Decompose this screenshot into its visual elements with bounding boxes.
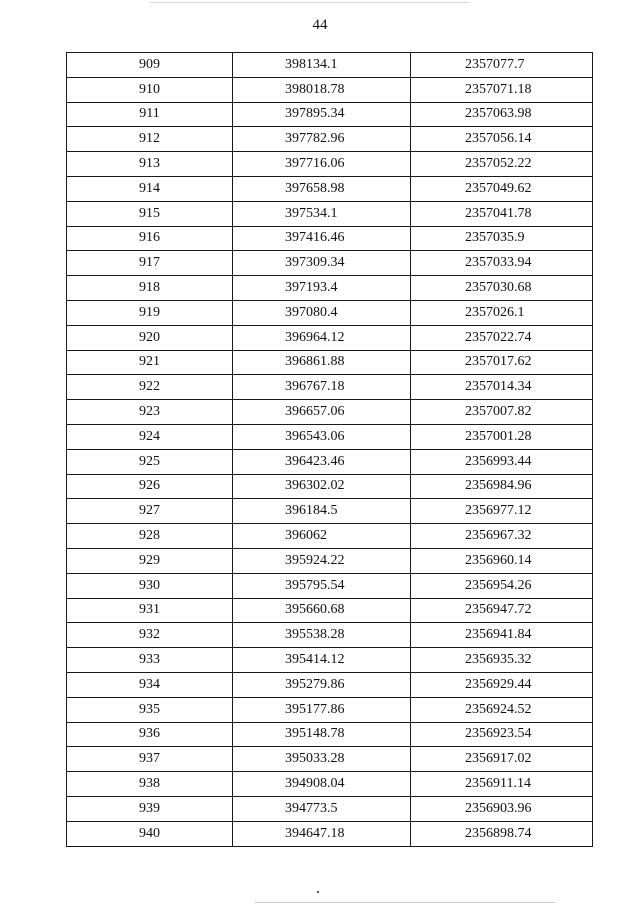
point-number-cell: 911: [67, 102, 233, 127]
x-coordinate-cell: 397309.34: [233, 251, 411, 276]
table-row: [67, 325, 593, 350]
x-coordinate-cell: 398018.78: [233, 77, 411, 102]
point-number-cell: 922: [67, 375, 233, 400]
x-coordinate-cell: 397716.06: [233, 152, 411, 177]
y-coordinate-cell: 2356947.72: [411, 598, 593, 623]
point-number-cell: 920: [67, 325, 233, 350]
table-row: [67, 251, 593, 276]
table-row: [67, 499, 593, 524]
point-number-cell: 916: [67, 226, 233, 251]
x-coordinate-cell: 394647.18: [233, 821, 411, 846]
y-coordinate-cell: 2357007.82: [411, 400, 593, 425]
y-coordinate-cell: 2356960.14: [411, 548, 593, 573]
x-coordinate-cell: 396964.12: [233, 325, 411, 350]
x-coordinate-cell: 395148.78: [233, 722, 411, 747]
y-coordinate-cell: 2357014.34: [411, 375, 593, 400]
x-coordinate-cell: 397658.98: [233, 176, 411, 201]
y-coordinate-cell: 2356911.14: [411, 772, 593, 797]
x-coordinate-cell: 396543.06: [233, 424, 411, 449]
point-number-cell: 914: [67, 176, 233, 201]
y-coordinate-cell: 2356898.74: [411, 821, 593, 846]
table-row: [67, 102, 593, 127]
coordinates-table-body: [67, 53, 593, 847]
table-row: [67, 449, 593, 474]
table-row: [67, 400, 593, 425]
x-coordinate-cell: 396861.88: [233, 350, 411, 375]
table-row: [67, 772, 593, 797]
point-number-cell: 915: [67, 201, 233, 226]
y-coordinate-cell: 2356917.02: [411, 747, 593, 772]
y-coordinate-cell: 2357052.22: [411, 152, 593, 177]
y-coordinate-cell: 2356929.44: [411, 672, 593, 697]
point-number-cell: 933: [67, 648, 233, 673]
table-row: [67, 176, 593, 201]
table-row: [67, 697, 593, 722]
point-number-cell: 925: [67, 449, 233, 474]
x-coordinate-cell: 395033.28: [233, 747, 411, 772]
y-coordinate-cell: 2357041.78: [411, 201, 593, 226]
point-number-cell: 926: [67, 474, 233, 499]
table-row: [67, 226, 593, 251]
y-coordinate-cell: 2356903.96: [411, 796, 593, 821]
point-number-cell: 934: [67, 672, 233, 697]
table-row: [67, 375, 593, 400]
table-row: [67, 350, 593, 375]
point-number-cell: 932: [67, 623, 233, 648]
y-coordinate-cell: 2357077.7: [411, 53, 593, 78]
x-coordinate-cell: 395177.86: [233, 697, 411, 722]
table-row: [67, 53, 593, 78]
scan-speck: [317, 891, 319, 893]
y-coordinate-cell: 2357063.98: [411, 102, 593, 127]
x-coordinate-cell: 396062: [233, 524, 411, 549]
point-number-cell: 929: [67, 548, 233, 573]
point-number-cell: 921: [67, 350, 233, 375]
x-coordinate-cell: 397416.46: [233, 226, 411, 251]
y-coordinate-cell: 2356977.12: [411, 499, 593, 524]
point-number-cell: 931: [67, 598, 233, 623]
table-row: [67, 524, 593, 549]
page-number: 44: [312, 17, 328, 33]
x-coordinate-cell: 395414.12: [233, 648, 411, 673]
x-coordinate-cell: 397193.4: [233, 276, 411, 301]
y-coordinate-cell: 2356984.96: [411, 474, 593, 499]
x-coordinate-cell: 395660.68: [233, 598, 411, 623]
table-row: [67, 821, 593, 846]
point-number-cell: 930: [67, 573, 233, 598]
table-row: [67, 276, 593, 301]
y-coordinate-cell: 2357030.68: [411, 276, 593, 301]
table-row: [67, 722, 593, 747]
table-row: [67, 300, 593, 325]
x-coordinate-cell: 394773.5: [233, 796, 411, 821]
y-coordinate-cell: 2356993.44: [411, 449, 593, 474]
x-coordinate-cell: 395279.86: [233, 672, 411, 697]
y-coordinate-cell: 2356924.52: [411, 697, 593, 722]
point-number-cell: 938: [67, 772, 233, 797]
table-row: [67, 672, 593, 697]
y-coordinate-cell: 2356954.26: [411, 573, 593, 598]
x-coordinate-cell: 397534.1: [233, 201, 411, 226]
top-scan-line: [150, 2, 470, 3]
point-number-cell: 909: [67, 53, 233, 78]
table-row: [67, 424, 593, 449]
point-number-cell: 923: [67, 400, 233, 425]
y-coordinate-cell: 2357071.18: [411, 77, 593, 102]
y-coordinate-cell: 2357022.74: [411, 325, 593, 350]
table-row: [67, 474, 593, 499]
x-coordinate-cell: 396657.06: [233, 400, 411, 425]
x-coordinate-cell: 397895.34: [233, 102, 411, 127]
point-number-cell: 936: [67, 722, 233, 747]
point-number-cell: 927: [67, 499, 233, 524]
table-row: [67, 623, 593, 648]
y-coordinate-cell: 2357049.62: [411, 176, 593, 201]
x-coordinate-cell: 395538.28: [233, 623, 411, 648]
x-coordinate-cell: 396184.5: [233, 499, 411, 524]
point-number-cell: 917: [67, 251, 233, 276]
y-coordinate-cell: 2356967.32: [411, 524, 593, 549]
x-coordinate-cell: 397782.96: [233, 127, 411, 152]
y-coordinate-cell: 2357026.1: [411, 300, 593, 325]
x-coordinate-cell: 396302.02: [233, 474, 411, 499]
point-number-cell: 913: [67, 152, 233, 177]
y-coordinate-cell: 2356941.84: [411, 623, 593, 648]
point-number-cell: 935: [67, 697, 233, 722]
x-coordinate-cell: 395924.22: [233, 548, 411, 573]
point-number-cell: 937: [67, 747, 233, 772]
y-coordinate-cell: 2357033.94: [411, 251, 593, 276]
x-coordinate-cell: 396423.46: [233, 449, 411, 474]
y-coordinate-cell: 2357056.14: [411, 127, 593, 152]
y-coordinate-cell: 2357035.9: [411, 226, 593, 251]
table-row: [67, 201, 593, 226]
table-row: [67, 796, 593, 821]
point-number-cell: 940: [67, 821, 233, 846]
y-coordinate-cell: 2357017.62: [411, 350, 593, 375]
table-row: [67, 747, 593, 772]
point-number-cell: 912: [67, 127, 233, 152]
table-row: [67, 77, 593, 102]
table-row: [67, 548, 593, 573]
y-coordinate-cell: 2356935.32: [411, 648, 593, 673]
point-number-cell: 910: [67, 77, 233, 102]
point-number-cell: 939: [67, 796, 233, 821]
x-coordinate-cell: 397080.4: [233, 300, 411, 325]
table-row: [67, 598, 593, 623]
table-row: [67, 648, 593, 673]
point-number-cell: 918: [67, 276, 233, 301]
x-coordinate-cell: 396767.18: [233, 375, 411, 400]
x-coordinate-cell: 394908.04: [233, 772, 411, 797]
table-row: [67, 152, 593, 177]
y-coordinate-cell: 2357001.28: [411, 424, 593, 449]
y-coordinate-cell: 2356923.54: [411, 722, 593, 747]
point-number-cell: 919: [67, 300, 233, 325]
x-coordinate-cell: 395795.54: [233, 573, 411, 598]
x-coordinate-cell: 398134.1: [233, 53, 411, 78]
table-row: [67, 573, 593, 598]
coordinates-table: [66, 52, 593, 847]
point-number-cell: 928: [67, 524, 233, 549]
bottom-scan-line: [255, 902, 555, 903]
point-number-cell: 924: [67, 424, 233, 449]
table-row: [67, 127, 593, 152]
